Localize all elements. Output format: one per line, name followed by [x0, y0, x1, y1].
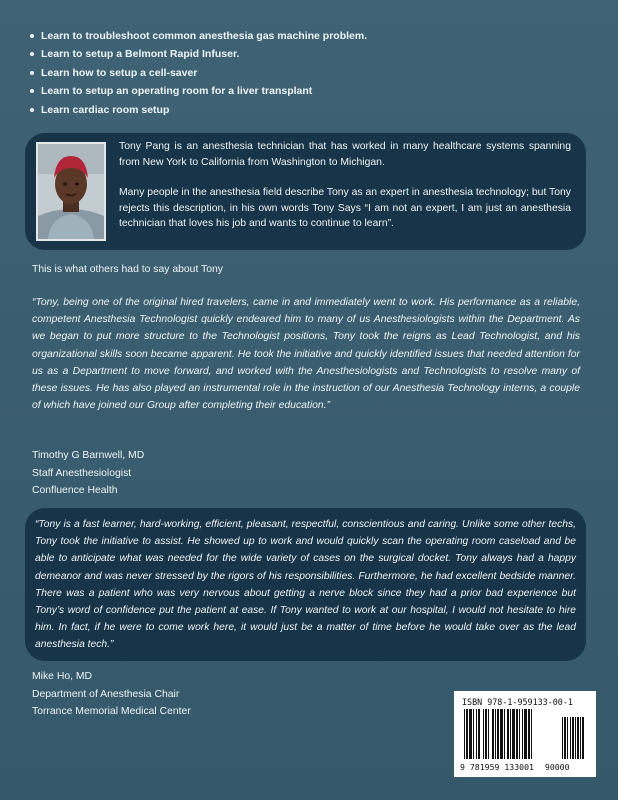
- signature-organization: Confluence Health: [32, 485, 118, 496]
- signature-organization: Torrance Memorial Medical Center: [32, 706, 191, 717]
- objective-item: Learn to troubleshoot common anesthesia gas machine problem.: [30, 27, 367, 45]
- bio-paragraph-2: Many people in the anesthesia field describe Tony as an expert in anesthesia technology; but Tony rejects this description, in his own words Tony Says “I am not an expert, I am just an anesthesia technician that loves his job and wants to continue to learn”.: [119, 187, 571, 229]
- testimonial-quote-2: “Tony is a fast learner, hard-working, efficient, pleasant, respectful, conscientious and caring. Unlike some other techs, Tony took the initiative to assist. He showed up to work and would quickly scan the operating room caseload and be able to anticipate what was needed for the wide variety of cases on the surgical docket. Tony always had a happy demeanor and was never stressed by the rigors of his responsibilities. Furthermore, he had excellent bedside manner. There was a patient who was very nervous about getting a nerve block since they had a prior bad experience but Tony’s word of confidence put the patient at ease. If Tony wanted to work at our hospital, I would not hesitate to hire him. In fact, if he were to come work here, it would just be a matter of time before he would take over as the lead anesthesia tech.”: [35, 519, 576, 651]
- author-portrait-image: [38, 144, 104, 239]
- barcode-bars: [464, 709, 586, 761]
- barcode-digits: [460, 762, 570, 772]
- objective-item: Learn to setup a Belmont Rapid Infuser.: [30, 45, 367, 63]
- author-photo: [36, 142, 106, 241]
- isbn-barcode: [454, 691, 596, 777]
- objective-item: Learn cardiac room setup: [30, 101, 367, 119]
- objective-item: Learn how to setup a cell-saver: [30, 64, 367, 82]
- barcode-main-digits: 9 781959 133001: [460, 762, 534, 772]
- bio-paragraph-1: Tony Pang is an anesthesia technician that has worked in many healthcare systems spanning from New York to California from Washington to Michigan.: [119, 141, 571, 168]
- author-bio-text: [119, 139, 571, 232]
- testimonials-intro: This is what others had to say about Tony: [32, 264, 223, 275]
- objectives-list: [30, 27, 367, 119]
- objective-item: Learn to setup an operating room for a liver transplant: [30, 82, 367, 100]
- signature-name: Mike Ho, MD: [32, 671, 93, 682]
- author-bio-box: [25, 133, 586, 250]
- isbn-number: ISBN 978-1-959133-00-1: [462, 697, 573, 707]
- signature-title: Department of Anesthesia Chair: [32, 688, 180, 700]
- testimonial-2-signature: [32, 668, 191, 721]
- signature-name: Timothy G Barnwell, MD: [32, 450, 145, 461]
- testimonial-1-signature: [32, 447, 144, 500]
- barcode-addon-digits: 90000: [544, 762, 570, 772]
- testimonial-2-box: [25, 508, 586, 661]
- signature-title: Staff Anesthesiologist: [32, 467, 132, 479]
- testimonial-quote-1: “Tony, being one of the original hired travelers, came in and immediately went to work. His performance as a reliable, competent Anesthesia Technologist quickly endeared him to many of us Anesthesiologists within the Department. As we began to put more structure to the Technologist positions, Tony took the reigns as Lead Technologist, and his organizational skills soon became apparent. He took the initiative and quickly identified issues that needed attention for us as a Department to move forward, and worked with the Anesthesiologists and Technologists to resolve many of these issues. He has also played an instrumental role in the instruction of our Anesthesia Technology interns, a couple of which have joined our Group after completing their education.”: [32, 297, 580, 412]
